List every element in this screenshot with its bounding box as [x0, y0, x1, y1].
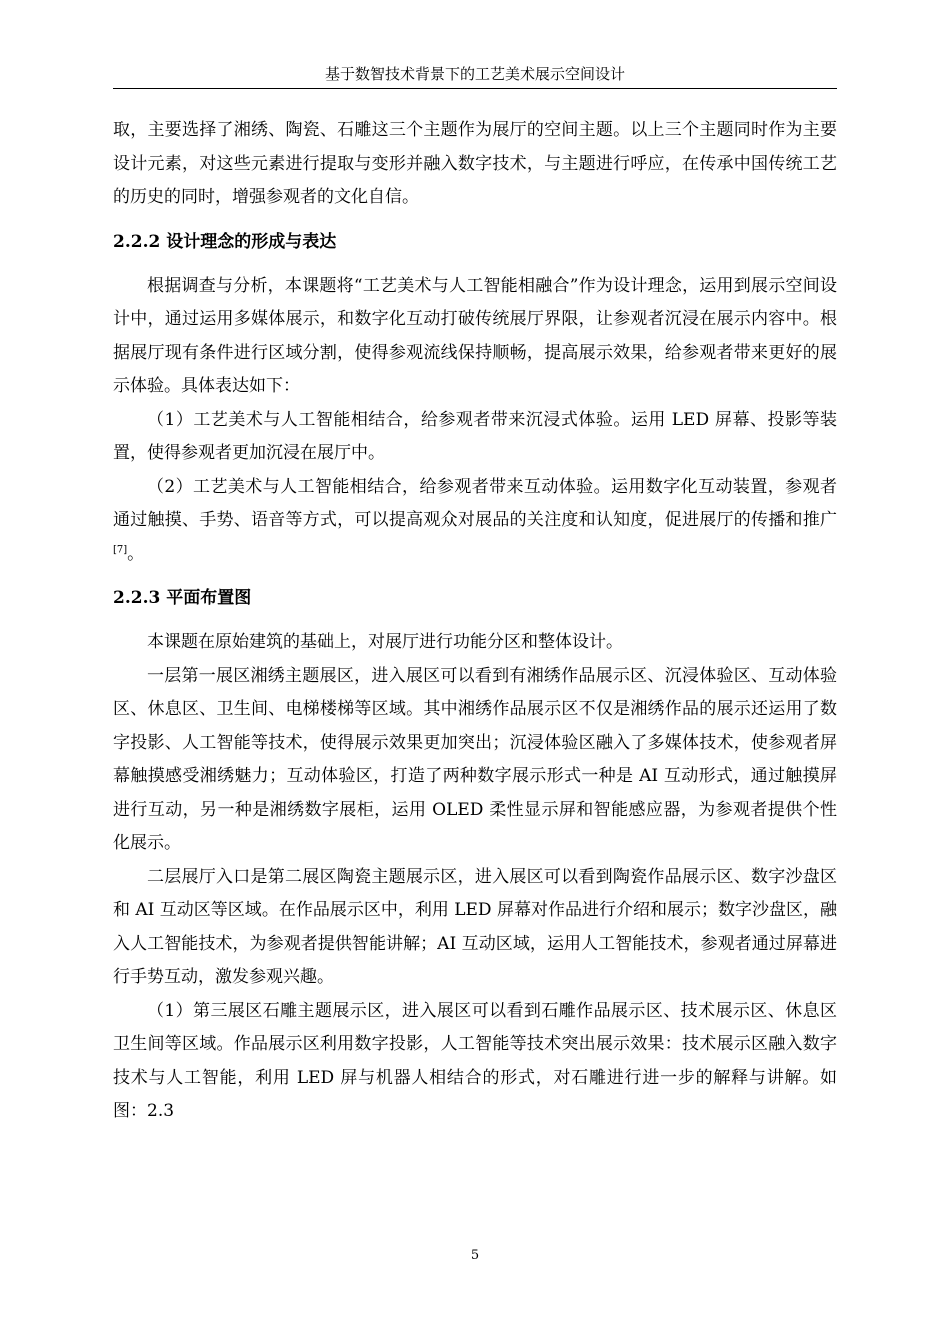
paragraph-item-2-text: （2）工艺美术与人工智能相结合，给参观者带来互动体验。运用数字化互动装置，参观者通过触摸、手势、语音等方式，可以提高观众对展品的关注度和认知度，促进展厅的传播和推广	[113, 476, 837, 530]
paragraph-item-2	[113, 471, 837, 572]
section-heading-2-2-2: 2.2.2 设计理念的形成与表达	[113, 231, 337, 252]
header-rule	[113, 88, 837, 89]
running-header: 基于数智技术背景下的工艺美术展示空间设计	[324, 65, 625, 83]
paragraph-item-2-end: 。	[127, 543, 145, 564]
paragraph-continuation: 取，主要选择了湘绣、陶瓷、石雕这三个主题作为展厅的空间主题。以上三个主题同时作为主要设计元素，对这些元素进行提取与变形并融入数字技术，与主题进行呼应，在传承中国传统工艺的历史的同时，增强参观者的文化自信。	[113, 120, 837, 207]
paragraph-design-concept: 根据调查与分析，本课题将“工艺美术与人工智能相融合”作为设计理念，运用到展示空间设计中，通过运用多媒体展示，和数字化互动打破传统展厅界限，让参观者沉浸在展示内容中。根据展厅现有条件进行区域分割，使得参观流线保持顺畅，提高展示效果，给参观者带来更好的展示体验。具体表达如下：	[113, 275, 837, 396]
paragraph-floor-1: 一层第一展区湘绣主题展区，进入展区可以看到有湘绣作品展示区、沉浸体验区、互动体验区、休息区、卫生间、电梯楼梯等区域。其中湘绣作品展示区不仅是湘绣作品的展示还运用了数字投影、人工智能等技术，使得展示效果更加突出；沉浸体验区融入了多媒体技术，使参观者屏幕触摸感受湘绣魅力；互动体验区，打造了两种数字展示形式一种是 AI 互动形式，通过触摸屏进行互动，另一种是湘绣数字展柜，运用 OLED 柔性显示屏和智能感应器，为参观者提供个性化展示。	[113, 665, 837, 853]
paragraph-layout-intro: 本课题在原始建筑的基础上，对展厅进行功能分区和整体设计。	[147, 632, 623, 652]
citation-7: [7]	[113, 543, 128, 555]
page-body	[113, 114, 837, 1129]
paragraph-zone-3: （1）第三展区石雕主题展示区，进入展区可以看到石雕作品展示区、技术展示区、休息区卫生间等区域。作品展示区利用数字投影，人工智能等技术突出展示效果：技术展示区融入数字技术与人工智能，利用 LED 屏与机器人相结合的形式，对石雕进行进一步的解释与讲解。如图：2.3	[113, 1000, 837, 1121]
section-heading-2-2-3: 2.2.3 平面布置图	[113, 588, 252, 608]
paragraph-floor-2: 二层展厅入口是第二展区陶瓷主题展示区，进入展区可以看到陶瓷作品展示区、数字沙盘区和 AI 互动区等区域。在作品展示区中，利用 LED 屏幕对作品进行介绍和展示；数字沙盘区，融入人工智能技术，为参观者提供智能讲解；AI 互动区域，运用人工智能技术，参观者通过屏幕进行手势互动，激发参观兴趣。	[113, 866, 837, 987]
page-number: 5	[470, 1248, 480, 1263]
paragraph-item-1: （1）工艺美术与人工智能相结合，给参观者带来沉浸式体验。运用 LED 屏幕、投影等装置，使得参观者更加沉浸在展厅中。	[113, 409, 837, 463]
